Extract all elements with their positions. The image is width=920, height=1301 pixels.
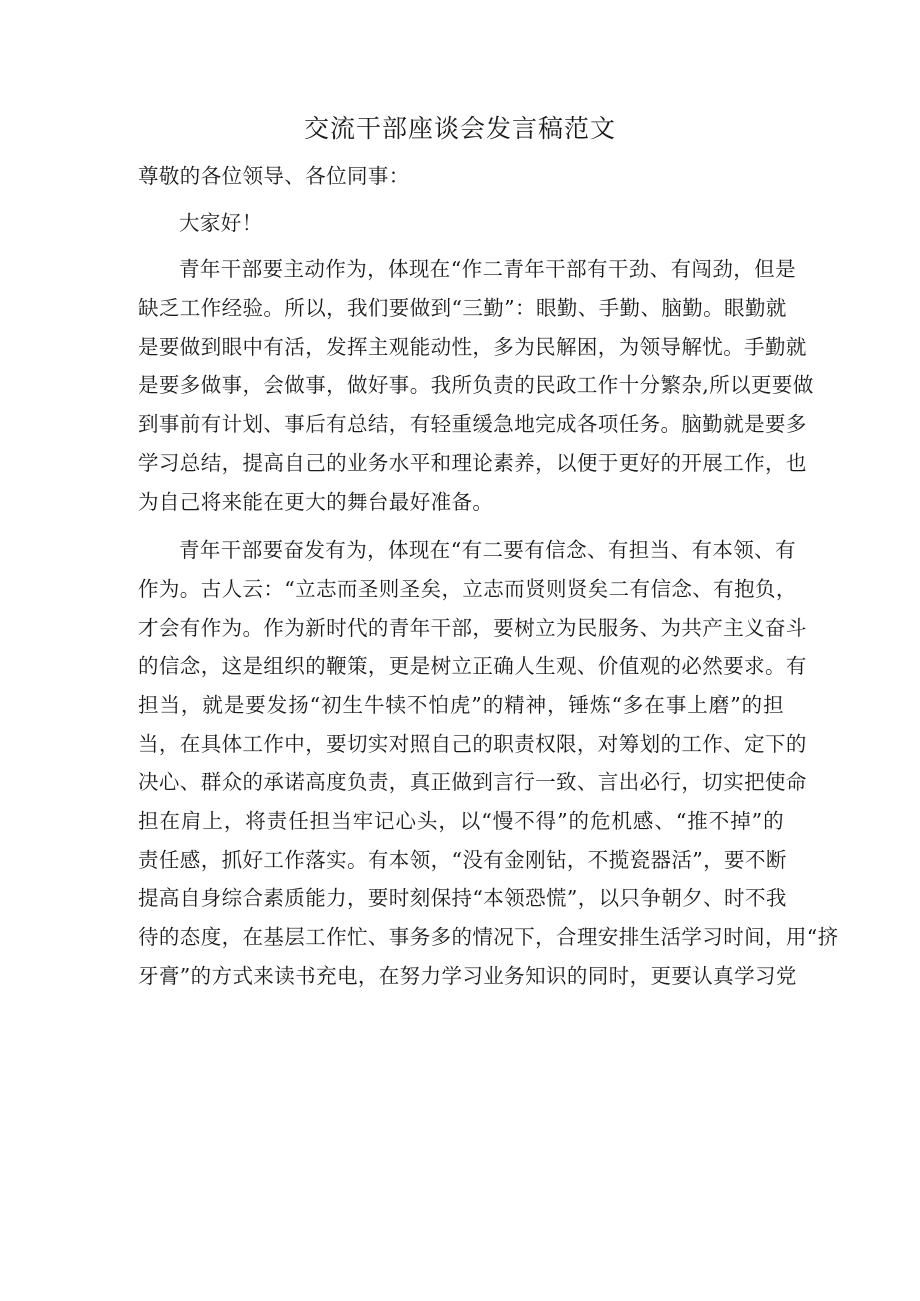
paragraph-line: 提高自身综合素质能力，要时刻保持“本领恐慌”，以只争朝夕、时不我 — [138, 886, 787, 911]
paragraph-2 — [138, 531, 839, 995]
salutation: 尊敬的各位领导、各位同事： — [138, 164, 410, 188]
document-title: 交流干部座谈会发言稿范文 — [303, 114, 616, 143]
paragraph-line: 到事前有计划、事后有总结，有轻重缓急地完成各项任务。脑勤就是要多 — [138, 412, 807, 437]
paragraph-line: 责任感，抓好工作落实。有本领，“没有金刚钻，不揽瓷器活”，要不断 — [138, 847, 787, 872]
paragraph-line: 是要多做事，会做事，做好事。我所负责的民政工作十分繁杂,所以更要做 — [138, 373, 814, 398]
paragraph-line: 学习总结，提高自己的业务水平和理论素养，以便于更好的开展工作，也 — [138, 450, 807, 475]
paragraph-line: 担在肩上，将责任担当牢记心头，以“慢不得”的危机感、“推不掉”的 — [138, 809, 784, 833]
document-body — [138, 157, 839, 995]
paragraph-line: 的信念，这是组织的鞭策，更是树立正确人生观、价值观的必然要求。有 — [138, 654, 807, 679]
paragraph-1 — [138, 250, 814, 521]
paragraph-line: 才会有作为。作为新时代的青年干部，要树立为民服务、为共产主义奋斗 — [138, 615, 807, 640]
paragraph-line: 待的态度，在基层工作忙、事务多的情况下，合理安排生活学习时间，用“挤 — [138, 925, 839, 950]
paragraph-line: 青年干部要主动作为，体现在“作二青年干部有干劲、有闯劲，但是 — [179, 257, 796, 282]
paragraph-line: 作为。古人云：“立志而圣则圣矣，立志而贤则贤矣二有信念、有抱负， — [138, 576, 797, 601]
paragraph-line: 牙膏”的方式来读书充电，在努力学习业务知识的同时，更要认真学习党 — [138, 963, 797, 988]
paragraph-line: 为自己将来能在更大的舞台最好准备。 — [138, 489, 494, 514]
paragraph-line: 担当，就是要发扬“初生牛犊不怕虎”的精神，锤炼“多在事上磨”的担 — [138, 692, 784, 717]
paragraph-line: 是要做到眼中有活，发挥主观能动性，多为民解困，为领导解忧。手勤就 — [138, 334, 807, 359]
paragraph-line: 当，在具体工作中，要切实对照自己的职责权限，对筹划的工作、定下的 — [138, 731, 807, 756]
paragraph-line: 缺乏工作经验。所以，我们要做到“三勤”：眼勤、手勤、脑勤。眼勤就 — [138, 296, 787, 321]
greeting: 大家好！ — [179, 210, 263, 235]
paragraph-line: 决心、群众的承诺高度负责，真正做到言行一致、言出必行，切实把使命 — [138, 770, 807, 795]
paragraph-line: 青年干部要奋发有为，体现在“有二要有信念、有担当、有本领、有 — [179, 538, 796, 563]
